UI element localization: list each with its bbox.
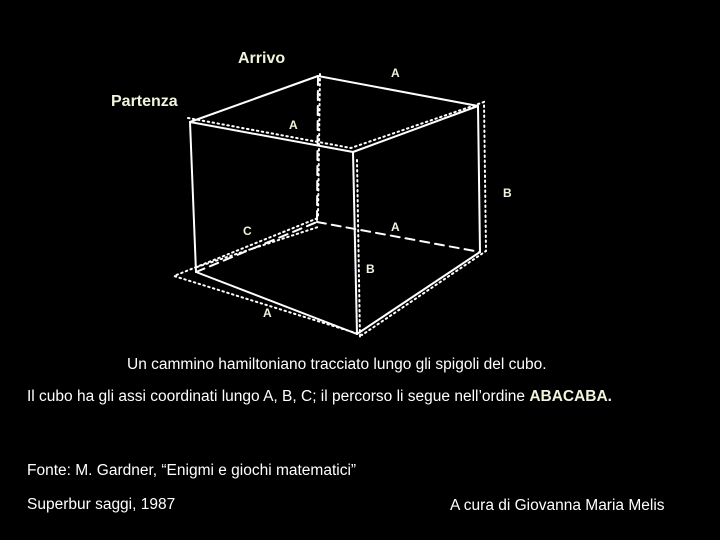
cube-edge bbox=[357, 252, 480, 334]
cube-edge bbox=[353, 152, 357, 334]
caption-line-2 bbox=[27, 388, 612, 406]
cube-edge bbox=[190, 122, 196, 272]
cube-edge bbox=[353, 106, 478, 152]
edge-label-c: C bbox=[243, 224, 252, 238]
cube-edge bbox=[196, 272, 357, 334]
edge-label-b: B bbox=[503, 186, 512, 200]
edge-label-a: A bbox=[391, 220, 400, 234]
edge-label-a: A bbox=[263, 306, 272, 320]
edge-label-a: A bbox=[391, 66, 400, 80]
cube-edge bbox=[190, 122, 353, 152]
edge-label-a: A bbox=[289, 118, 298, 132]
curator-text: A cura di Giovanna Maria Melis bbox=[450, 497, 665, 514]
hidden-edge bbox=[196, 222, 317, 272]
publisher-text: Superbur saggi, 1987 bbox=[27, 496, 176, 513]
caption-sequence: ABACABA. bbox=[529, 388, 612, 405]
edge-label-b: B bbox=[366, 262, 375, 276]
source-text: Fonte: M. Gardner, “Enigmi e giochi matematici” bbox=[27, 462, 357, 479]
cube-edge bbox=[478, 106, 480, 252]
cube-edge bbox=[190, 76, 318, 122]
caption-line-1: Un cammino hamiltoniano tracciato lungo gli spigoli del cubo. bbox=[127, 356, 547, 373]
partenza-label: Partenza bbox=[111, 93, 178, 110]
cube-edge bbox=[318, 76, 478, 106]
arrivo-label: Arrivo bbox=[238, 50, 286, 67]
caption-line-2-text: Il cubo ha gli assi coordinati lungo A, B, C; il percorso li segue nell’ordine bbox=[27, 388, 530, 405]
